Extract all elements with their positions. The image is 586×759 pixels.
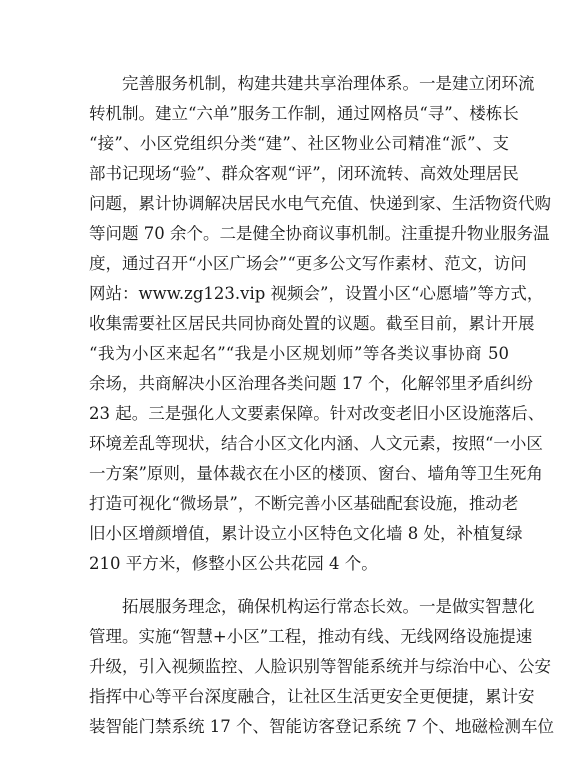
paragraph1-line: 等问题 70 余个。二是健全协商议事机制。注重提升物业服务温 (89, 224, 550, 243)
paragraph1-line: 210 平方米，修整小区公共花园 4 个。 (89, 554, 378, 573)
paragraph1-line: 环境差乱等现状，结合小区文化内涵、人文元素，按照“一小区 (89, 434, 543, 453)
paragraph2-line: 管理。实施“智慧+小区”工程，推动有线、无线网络设施提速 (89, 627, 533, 646)
paragraph1-line: 部书记现场“验”、群众客观“评”，闭环流转、高效处理居民 (89, 164, 519, 183)
paragraph2-line: 装智能门禁系统 17 个、智能访客登记系统 7 个、地磁检测车位 (89, 717, 554, 736)
paragraph1-line: 余场，共商解决小区治理各类问题 17 个，化解邻里矛盾纠纷 (89, 374, 533, 393)
paragraph1-line: 一方案”原则，量体裁衣在小区的楼顶、窗台、墙角等卫生死角 (89, 464, 543, 483)
paragraph1-line: 转机制。建立“六单”服务工作制，通过网格员“寻”、楼栋长 (89, 104, 519, 123)
paragraph1-line: “我为小区来起名”“我是小区规划师”等各类议事协商 50 (89, 344, 509, 363)
paragraph2-line: 升级，引入视频监控、人脸识别等智能系统并与综治中心、公安 (89, 657, 551, 676)
paragraph1-line: 问题，累计协调解决居民水电气充值、快递到家、生活物资代购 (89, 194, 551, 213)
paragraph1-line: 收集需要社区居民共同协商处置的议题。截至目前，累计开展 (89, 314, 535, 333)
paragraph1-line: 23 起。三是强化人文要素保障。针对改变老旧小区设施落后、 (89, 404, 545, 423)
paragraph1-line: 旧小区增颜增值，累计设立小区特色文化墙 8 处，补植复绿 (89, 524, 523, 543)
paragraph2-line: 指挥中心等平台深度融合，让社区生活更安全更便捷，累计安 (89, 687, 535, 706)
paragraph1-line: 度，通过召开“小区广场会”“更多公文写作素材、范文，访问 (89, 254, 527, 273)
paragraph1-line: 完善服务机制，构建共建共享治理体系。一是建立闭环流 (122, 74, 535, 93)
paragraph1-line: “接”、小区党组织分类“建”、社区物业公司精准“派”、支 (89, 134, 509, 153)
paragraph1-line: 打造可视化“微场景”，不断完善小区基础配套设施，推动老 (89, 494, 519, 513)
paragraph2-line: 拓展服务理念，确保机构运行常态长效。一是做实智慧化 (122, 597, 535, 616)
paragraph1-line: 网站：www.zg123.vip 视频会”，设置小区“心愿墙”等方式， (89, 284, 544, 303)
